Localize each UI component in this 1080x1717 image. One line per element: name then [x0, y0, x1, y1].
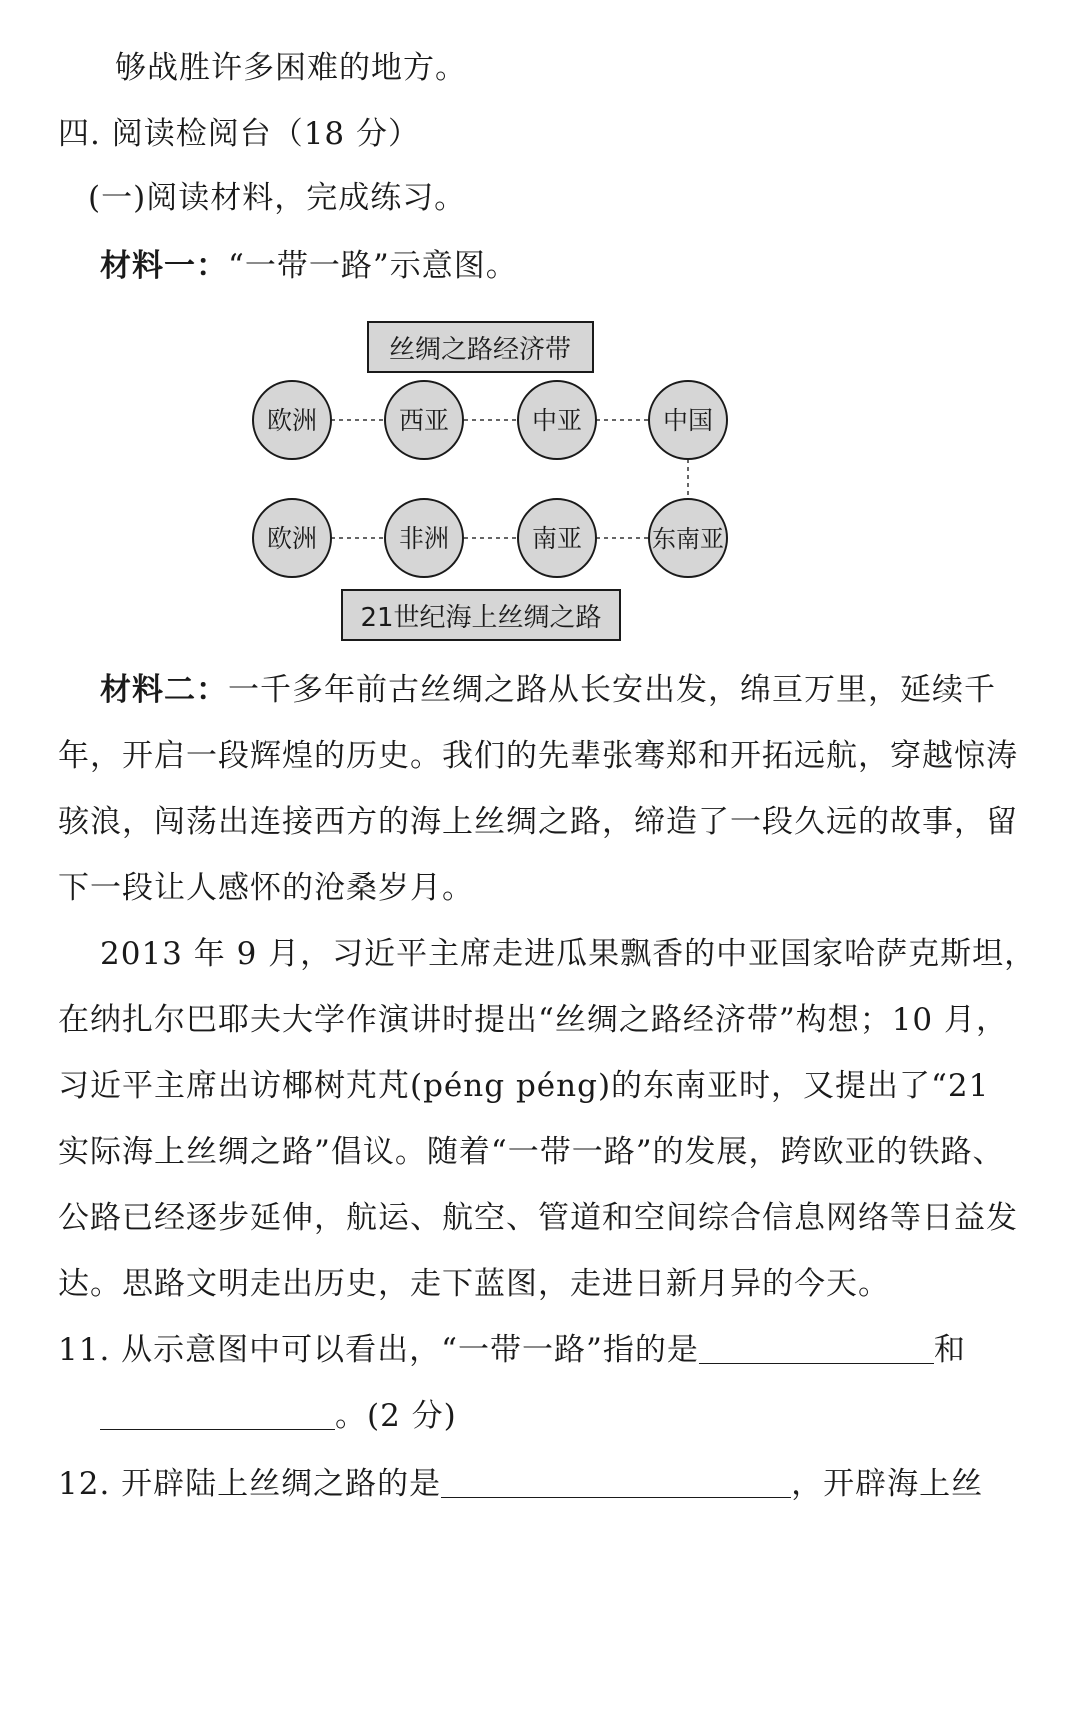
text-line: 下一段让人感怀的沧桑岁月。 [58, 870, 474, 906]
answer-blank[interactable] [699, 1331, 934, 1364]
node-label: 南亚 [531, 524, 583, 553]
question-12-text: 12. 开辟陆上丝绸之路的是 [58, 1466, 442, 1502]
text-line: 一千多年前古丝绸之路从长安出发，绵亘万里，延续千 [228, 672, 996, 708]
answer-blank[interactable] [100, 1397, 335, 1430]
material-one-line [100, 244, 518, 288]
text-line: 够战胜许多困难的地方。 [115, 50, 467, 86]
material-two-label: 材料二： [100, 672, 228, 708]
question-11 [58, 1328, 966, 1372]
text-line: 年，开启一段辉煌的历史。我们的先辈张骞郑和开拓远航，穿越惊涛 [58, 738, 1018, 774]
question-11-text: 11. 从示意图中可以看出，“一带一路”指的是 [58, 1332, 699, 1368]
question-11-points: 。(2 分) [335, 1398, 457, 1434]
question-11-continued [100, 1394, 457, 1438]
top-title: 丝绸之路经济带 [388, 335, 572, 365]
question-12-text-b: ，开辟海上丝 [791, 1466, 984, 1502]
section-title: 四. 阅读检阅台（18 分） [58, 116, 421, 152]
node-label: 中亚 [531, 406, 583, 435]
node-label: 东南亚 [652, 525, 724, 553]
text-line: 在纳扎尔巴耶夫大学作演讲时提出“丝绸之路经济带”构想；10 月， [58, 1002, 1008, 1038]
belt-and-road-diagram [0, 318, 1080, 658]
node-label: 欧洲 [266, 406, 318, 435]
text-line: 达。思路文明走出历史，走下蓝图，走进日新月异的今天。 [58, 1266, 890, 1302]
subsection-title: (一)阅读材料，完成练习。 [88, 180, 467, 216]
material-one-label: 材料一： [100, 248, 228, 284]
material-two-line [100, 668, 996, 712]
text-line: 公路已经逐步延伸，航运、航空、管道和空间综合信息网络等日益发 [58, 1200, 1018, 1236]
material-one-text: “一带一路”示意图。 [228, 248, 518, 284]
text-line: 习近平主席出访椰树芃芃(péng péng)的东南亚时，又提出了“21 [58, 1068, 990, 1104]
text-line: 2013 年 9 月，习近平主席走进瓜果飘香的中亚国家哈萨克斯坦， [100, 936, 1037, 972]
answer-blank[interactable] [441, 1465, 791, 1498]
question-12 [58, 1462, 983, 1506]
node-label: 非洲 [398, 524, 450, 553]
node-label: 西亚 [398, 406, 450, 435]
node-label: 中国 [662, 406, 714, 435]
question-11-and: 和 [933, 1332, 966, 1368]
bottom-title: 21世纪海上丝绸之路 [360, 603, 602, 633]
text-line: 实际海上丝绸之路”倡议。随着“一带一路”的发展，跨欧亚的铁路、 [58, 1134, 1005, 1170]
text-line: 骇浪，闯荡出连接西方的海上丝绸之路，缔造了一段久远的故事，留 [58, 804, 1018, 840]
node-label: 欧洲 [266, 524, 318, 553]
